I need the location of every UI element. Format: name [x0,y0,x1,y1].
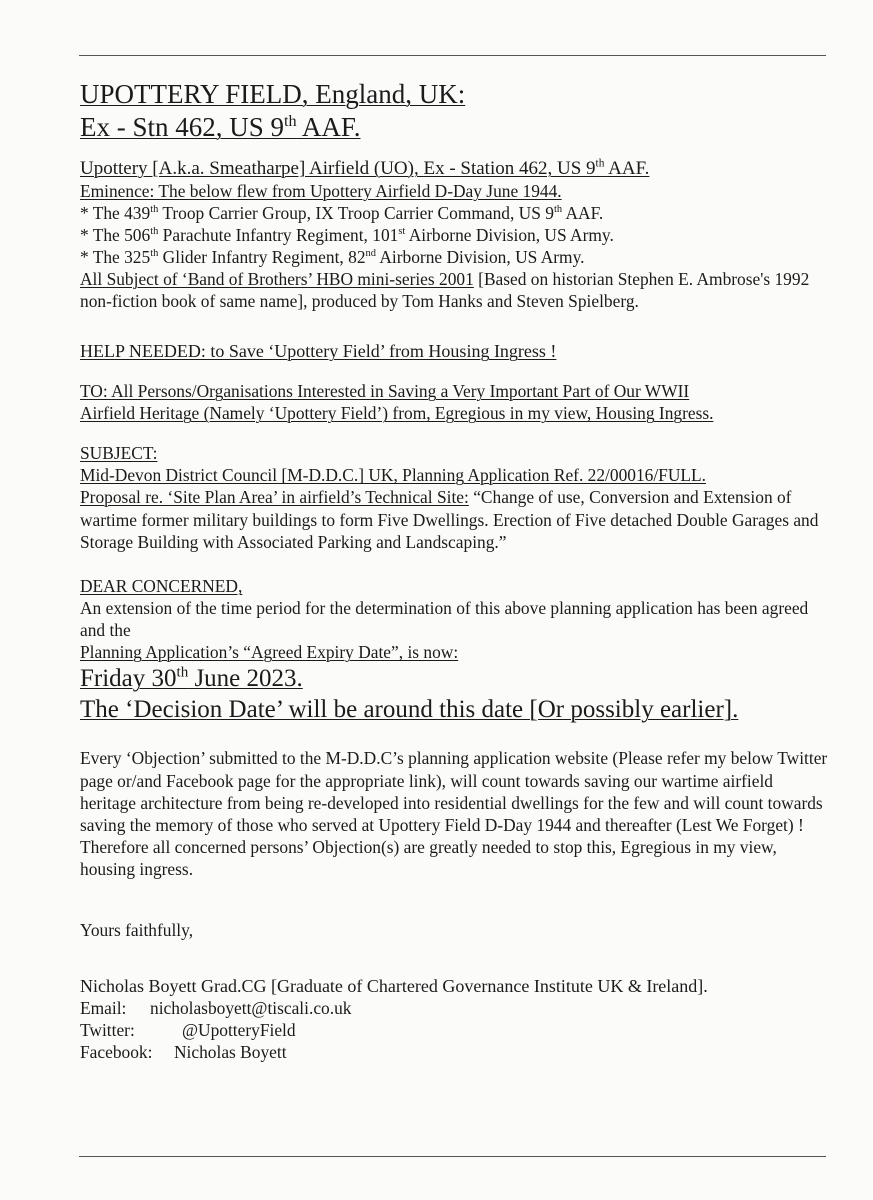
closing: Yours faithfully, [80,919,194,940]
twitter-row [80,1019,830,1041]
facebook-label: Facebook: [80,1041,153,1062]
signatory-line [80,975,830,997]
signature-block [80,975,830,1063]
series-paragraph: All Subject of ‘Band of Brothers’ HBO mini-series 2001 [Based on historian Stephen E. Ambrose's 1992 non-fiction book of same name], produced by Tom Hanks and Steven Spielberg. [80,269,810,312]
title-line-1: UPOTTERY FIELD, England, UK: [80,79,466,109]
signatory-credential: [Graduate of Chartered Governance Institute UK & Ireland]. [266,975,708,996]
unit-list [80,202,830,268]
addressee-block [80,380,830,424]
top-divider [79,55,826,56]
signatory-name: Nicholas Boyett Grad.CG [80,975,267,996]
salutation: DEAR CONCERNED, [80,576,243,597]
airfield-heading: Upottery [A.k.a. Smeatharpe] Airfield (UO), Ex - Station 462, US 9th AAF. [80,157,650,179]
twitter-handle[interactable]: @UpotteryField [182,1019,296,1040]
extension-paragraph: An extension of the time period for the determination of this above planning application has been agreed and the [80,598,809,641]
subject-block [80,442,830,553]
to-line-2: Airfield Heritage (Namely ‘Upottery Field’) from, Egregious in my view, Housing Ingress. [80,403,714,424]
page-title [80,78,830,144]
email-address[interactable]: nicholasboyett@tiscali.co.uk [150,997,352,1018]
subject-label: SUBJECT: [80,443,158,464]
list-item: * The 325th Glider Infantry Regiment, 82nd Airborne Division, US Army. [80,247,585,267]
list-item: * The 506th Parachute Infantry Regiment, 101st Airborne Division, US Army. [80,225,614,245]
expiry-date: Friday 30th June 2023. [80,665,303,693]
help-needed-heading: HELP NEEDED: to Save ‘Upottery Field’ from Housing Ingress ! [80,341,557,362]
facebook-row [80,1041,830,1063]
twitter-label: Twitter: [80,1019,135,1040]
objection-paragraph: Every ‘Objection’ submitted to the M-D.D.C’s planning application website (Please refer my below Twitter page or/and Facebook page for the appropriate link), will count towards saving our wartime airfield heritage architecture from being re-developed into residential dwellings for the few and will count towards saving the memory of those who served at Upottery Field D-Day 1944 and thereafter (Lest We Forget) ! [80,748,828,836]
facebook-name[interactable]: Nicholas Boyett [174,1041,287,1062]
planning-reference: Mid-Devon District Council [M-D.D.C.] UK, Planning Application Ref. 22/00016/FULL. [80,465,707,486]
email-label: Email: [80,997,127,1018]
therefore-paragraph: Therefore all concerned persons’ Objection(s) are greatly needed to stop this, Egregious in my view, housing ingress. [80,837,777,880]
letter-body [80,78,830,1063]
bottom-divider [79,1156,826,1157]
list-item: * The 439th Troop Carrier Group, IX Troop Carrier Command, US 9th AAF. [80,203,604,223]
email-row [80,997,830,1019]
decision-date-line: The ‘Decision Date’ will be around this date [Or possibly earlier]. [80,696,739,724]
to-line-1: TO: All Persons/Organisations Interested in Saving a Very Important Part of Our WWII [80,381,690,402]
proposal-paragraph: Proposal re. ‘Site Plan Area’ in airfield’s Technical Site: “Change of use, Conversion and Extension of wartime former military buildings to form Five Dwellings. Erection of Five detached Double Garages and Storage Building with Associated Parking and Landscaping.” [80,487,819,552]
eminence-line: Eminence: The below flew from Upottery Airfield D-Day June 1944. [80,181,562,201]
title-line-2: Ex - Stn 462, US 9th AAF. [80,112,361,142]
expiry-date-line: Planning Application’s “Agreed Expiry Date”, is now: [80,642,459,663]
